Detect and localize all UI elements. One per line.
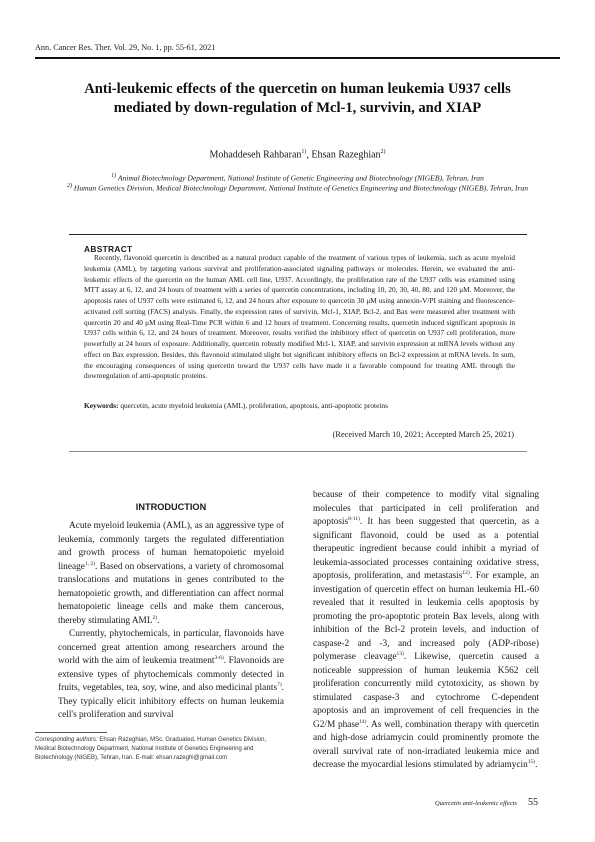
citation: 12): [462, 569, 470, 576]
header-rule: [35, 57, 560, 59]
abstract-heading: ABSTRACT: [84, 244, 133, 254]
right-column: [313, 489, 539, 773]
section-heading-introduction: INTRODUCTION: [135, 502, 207, 512]
text-run: . As well, combination therapy with quercetin and high-dose adriamycin could prominently promote the overall survival rate of non-irradiated leukemia mice and decrease the myocardial lesions stimulated by adriamycin: [313, 719, 539, 770]
affiliation-2-text: Human Genetics Division, Medical Biotechnology Department, National Institute of Genetics Engineering and Biotechnology (NIGEB), Tehran, Iran: [73, 183, 529, 193]
text-run: . For example, an investigation of quercetin effect on human leukemia HL-60 revealed that it resulted in leukemia cells apoptosis by promoting the pro-apoptotic protein Bax levels, along with inhibition of the Bcl-2 protein levels, and induction of caspase-2 and -3, and increased poly (ADP-ribose) polymerase cleavage: [313, 571, 539, 662]
affiliation-1-marker: 1): [111, 173, 117, 179]
affiliation-1-text: Animal Biotechnology Department, National Institute of Genetic Engineering and Biotechnology (NIGEB), Tehran, Iran: [117, 173, 484, 183]
text-run: Currently, phytochemicals, in particular, flavonoids have concerned great attention among researchers around the world with the aim of leukemia treatment: [58, 629, 284, 666]
intro-paragraph-2: [58, 628, 284, 723]
keywords: [84, 401, 515, 410]
citation: 14): [359, 718, 367, 725]
journal-header: Ann. Cancer Res. Ther. Vol. 29, No. 1, pp. 55-61, 2021: [35, 43, 216, 52]
left-column: [58, 520, 284, 723]
keywords-label: Keywords:: [84, 401, 119, 410]
text-run: . Flavonoids are extensive types of phytochemicals commonly detected in fruits, vegetables, tea, soy, wine, and also medicinal plants: [58, 656, 284, 693]
author-separator: ,: [306, 149, 312, 161]
citation: 15): [527, 758, 536, 765]
received-dates: (Received March 10, 2021; Accepted March 25, 2021): [332, 430, 514, 439]
text-run: Acute myeloid leukemia (AML), as an aggressive type of leukemia, commonly targets the regulated differentiation and growth process of human hematopoietic myeloid lineage: [58, 521, 284, 572]
affiliation-2: [55, 181, 540, 194]
text-run: .: [535, 760, 538, 770]
author-list: [40, 149, 555, 160]
title-line-1: Anti-leukemic effects of the quercetin on human leukemia U937 cells: [84, 81, 511, 97]
keywords-text: quercetin, acute myeloid leukemia (AML), proliferation, apoptosis, anti-apoptotic proteins: [120, 401, 388, 410]
author-1: Mohaddeseh Rahbaran: [209, 149, 302, 161]
author-2-affil: 2): [380, 149, 386, 155]
running-title: Quercetin anti-leukemic effects: [434, 800, 517, 807]
citation: 7): [277, 681, 282, 688]
intro-paragraph-1: [58, 520, 284, 628]
author-1-affil: 1): [301, 149, 307, 155]
citation: 8-11): [348, 515, 360, 522]
abstract-text: Recently, flavonoid quercetin is described as a natural product capable of the treatment of various types of leukemia, such as acute myeloid leukemia (AML), by targeting various survival and proliferation-associated signaling pathways or molecules. Herein, we evaluated the anti-leukemic effects of the quercetin on the human AML cell line, U937. Accordingly, the proliferation rate of the U937 cells was examined using MTT assay at 6, 12, and 24 hours of treatment with a series of quercetin concentrations, including 10, 20, 30, 40, 80, and 120 μM. Moreover, the apoptosis rates of U937 cells were estimated 6, 12, and 24 hours after exposure to quercetin 30 μM using annexin-V/PI staining and fluorescence-activated cell sorting (FACS) analysis. Finally, the expression rates of survivin, Mcl-1, XIAP, Bcl-2, and Bax were measured after treatment with quercetin 20 and 40 μM using Real-Time PCR within 6 and 12 hours of treatment. Concerning results, quercetin induced significant apoptosis in U937 cells within 6, 12, and 24 hours of treatment. Moreover, results verified the inhibitory effect of quercetin on U937 cell proliferation, more powerfully at 24 hours of exposure. Additionally, quercetin robustly modified Mcl-1, XIAP, and survivin expression at mRNA levels without any effect on Bax expression. Besides, this flavonoid stimulated slight but significant inhibitory effects on Bcl-2 expression at mRNA levels. In sum, the encouraging consequences of using quercetin toward the U937 cells have made it a favorable compound for treating AML through the downregulation of anti-apoptotic proteins.: [84, 253, 515, 381]
footnote-rule: [35, 732, 107, 733]
citation: 1, 2): [84, 560, 96, 567]
text-run: . Based on observations, a variety of chromosomal translocations and mutations in genes contributed to the hematopoietic growth, and differentiation can affect normal hematopoietic lineage cells and make them cancerous, thereby stimulating AML: [58, 561, 284, 626]
corresponding-author-footnote: [35, 736, 283, 763]
footnote-text: Ehsan Razeghian, MSc. Graduated, Human Genetics Division, Medical Biotechnology Department, National Institute of Genetics Engineering and Biotechnology (NIGEB), Tehran, Iran. E-mail: ehsan.razeghi@gmail.com: [35, 737, 267, 761]
text-run: because of their competence to modify vital signaling molecules that participated in cell proliferation and apoptosis: [313, 490, 539, 527]
author-2: Ehsan Razeghian: [311, 149, 381, 161]
footnote-label: Corresponding authors:: [35, 737, 98, 743]
title-line-2: mediated by down-regulation of Mcl-1, survivin, and XIAP: [113, 100, 482, 116]
affiliation-2-marker: 2): [66, 183, 72, 189]
citation: 13): [396, 650, 404, 657]
page-number: 55: [528, 797, 538, 808]
citation: 2): [152, 614, 158, 621]
text-run: . It has been suggested that quercetin, as a significant flavonoid, could be used as a potential therapeutic ingredient because could inhibit a myriad of leukemia-associated processes containing oxidative stress, apoptosis, proliferation, and metastasis: [313, 517, 539, 581]
intro-paragraph-continued: [313, 489, 539, 773]
text-run: .: [157, 615, 160, 626]
citation: 3-6): [214, 654, 224, 661]
text-run: . They typically elicit inhibitory effects on human leukemia cell's proliferation and survival: [58, 683, 284, 720]
text-run: . Likewise, quercetin caused a noticeable suppression of human leukemia K562 cell proliferation concurrently mild cytotoxicity, as shown by stimulated caspase-3 and cytochrome C-dependent apoptosis and an improvement of cell frequencies in the G2/M phase: [313, 652, 539, 730]
article-title: [40, 80, 555, 118]
